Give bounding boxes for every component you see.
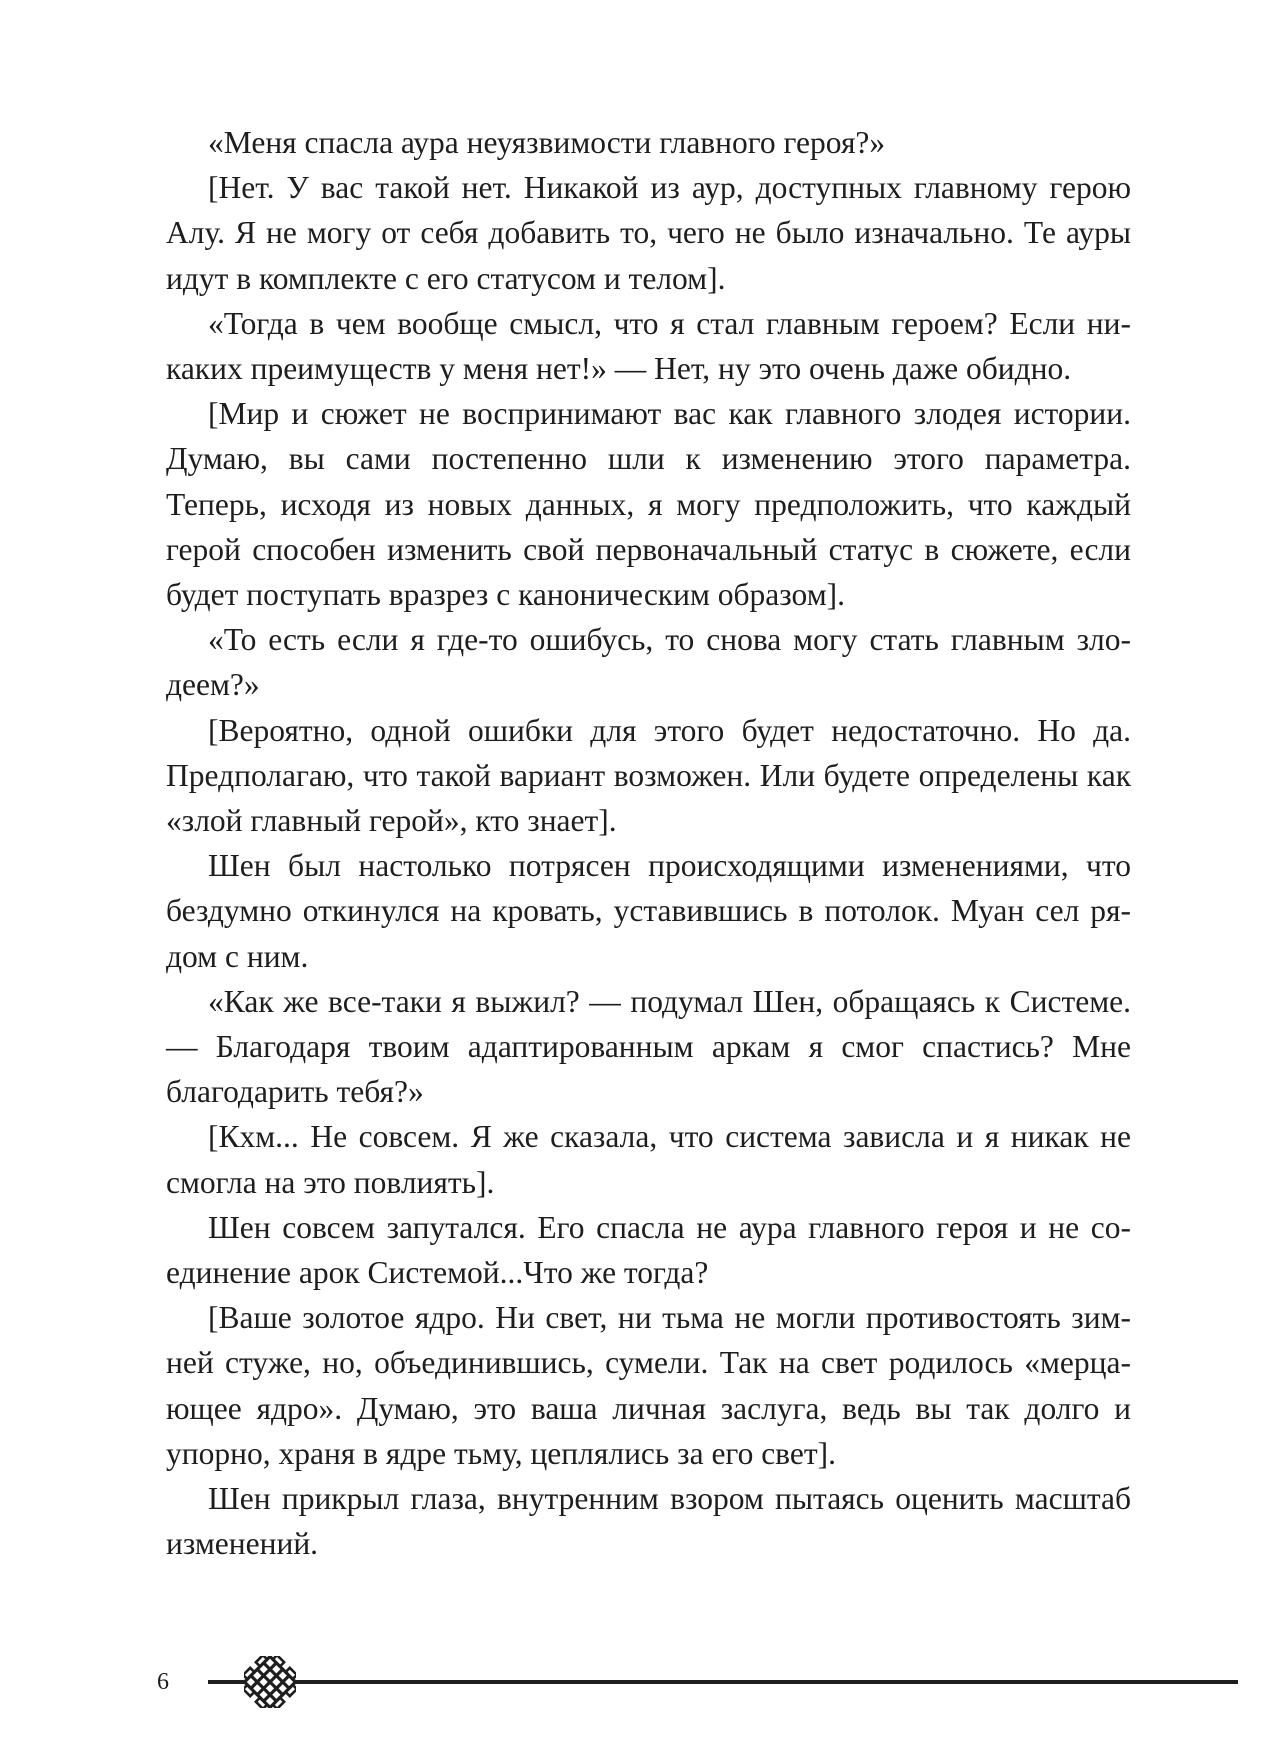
paragraph-1: «Меня спасла аура неуязвимости главного героя?» bbox=[208, 125, 886, 160]
page-number: 6 bbox=[157, 1669, 169, 1695]
footer-rule bbox=[208, 1680, 1238, 1684]
paragraph-4: [Мир и сюжет не воспринимают вас как главного злодея истории. Думаю, вы сами постепенно шли к изменению этого параметра. Теперь, исходя из новых данных, я могу предположить, что каждый герой способен изменить свой первоначальный статус в сюжете, если будет поступать вразрез с каноническим образом]. bbox=[166, 396, 1131, 613]
paragraph-10: Шен совсем запутался. Его спасла не аура главного героя и не соединение арок Системой...Что же тогда? bbox=[166, 1209, 1131, 1291]
page-body-text bbox=[166, 120, 1131, 1567]
paragraph-2: [Нет. У вас такой нет. Никакой из аур, доступных главному герою Алу. Я не могу от себя добавить то, чего не было изначально. Те ауры идут в комплекте с его статусом и телом]. bbox=[166, 170, 1131, 296]
paragraph-11: [Ваше золотое ядро. Ни свет, ни тьма не могли противостоять зимней стуже, но, объединившись, сумели. Так на свет родилось «мерцающее ядро». Думаю, это ваша личная заслуга, ведь вы так долго и упорно, храня в ядре тьму, цеплялись за его свет]. bbox=[166, 1300, 1131, 1471]
paragraph-6: [Вероятно, одной ошибки для этого будет недостаточно. Но да. Предполагаю, что такой вариант возможен. Или будете определены как «злой главный герой», кто знает]. bbox=[166, 712, 1131, 839]
paragraph-12: Шен прикрыл глаза, внутренним взором пытаясь оценить масштаб изменений. bbox=[166, 1481, 1131, 1562]
paragraph-8: «Как же все-таки я выжил? — подумал Шен, обращаясь к Системе. — Благодаря твоим адаптированным аркам я смог спастись? Мне благодарить тебя?» bbox=[166, 983, 1131, 1110]
paragraph-9: [Кхм... Не совсем. Я же сказала, что система зависла и я никак не смогла на это повлиять]. bbox=[166, 1119, 1131, 1200]
page-footer bbox=[0, 1660, 1270, 1720]
paragraph-5: «То есть если я где-то ошибусь, то снова могу стать главным злодеем?» bbox=[166, 622, 1131, 703]
paragraph-7: Шен был настолько потрясен происходящими изменениями, что бездумно откинулся на кровать, уставившись в потолок. Муан сел рядом с ним. bbox=[166, 848, 1131, 974]
paragraph-3: «Тогда в чем вообще смысл, что я стал главным героем? Если никаких преимуществ у меня нет!» — Нет, ну это очень даже обидно. bbox=[166, 305, 1131, 387]
endless-knot-icon bbox=[244, 1656, 296, 1708]
